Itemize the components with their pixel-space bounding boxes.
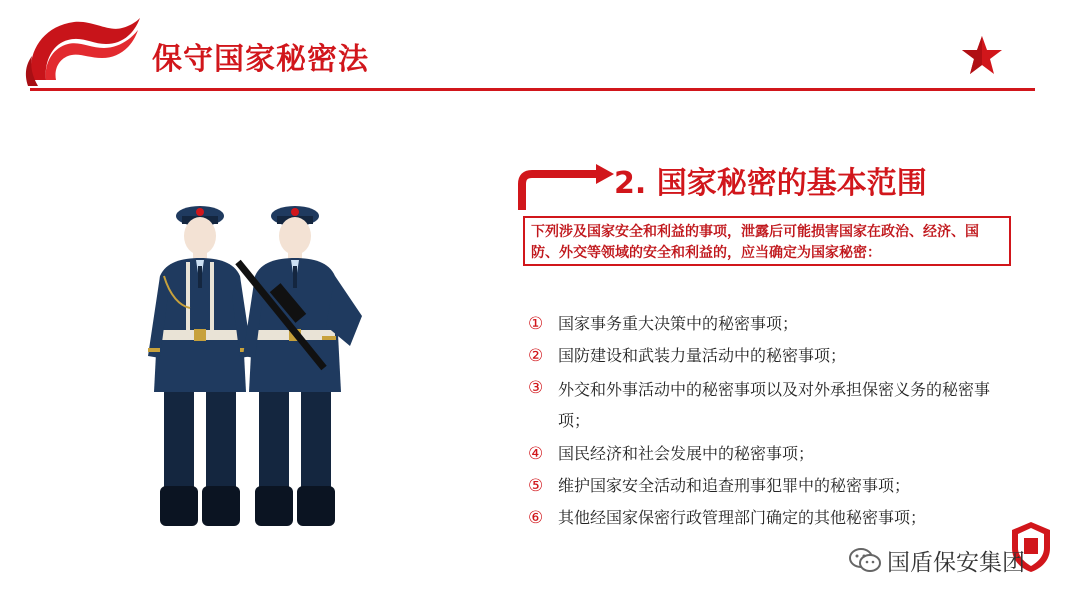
item-text: 国防建设和武装力量活动中的秘密事项； — [558, 346, 847, 365]
ribbon-icon — [22, 14, 142, 94]
soldier-right — [238, 206, 362, 526]
item-number: ① — [528, 314, 544, 334]
intro-text: 下列涉及国家安全和利益的事项，泄露后可能损害国家在政治、经济、国防、外交等领域的安全和利益的，应当确定为国家秘密： — [531, 224, 979, 261]
item-text: 国家事务重大决策中的秘密事项； — [558, 314, 799, 333]
list-item — [528, 342, 998, 370]
list-item — [528, 504, 998, 532]
item-text: 外交和外事活动中的秘密事项以及对外承担保密义务的秘密事项； — [558, 380, 991, 430]
list-item — [528, 440, 998, 468]
soldier-left — [148, 206, 252, 526]
item-number: ④ — [528, 444, 544, 464]
wechat-icon — [848, 547, 882, 573]
list-item — [528, 472, 998, 500]
item-text: 国民经济和社会发展中的秘密事项； — [558, 444, 815, 463]
header-divider — [30, 88, 1035, 91]
item-number: ② — [528, 346, 544, 366]
soldiers-illustration — [130, 196, 380, 536]
intro-box — [523, 216, 1011, 266]
section-title: 2. 国家秘密的基本范围 — [614, 166, 927, 201]
item-number: ⑤ — [528, 476, 544, 496]
item-number: ⑥ — [528, 508, 544, 528]
list-item — [528, 374, 998, 436]
brand-watermark: 国盾保安集团 — [887, 550, 1025, 576]
star-icon — [960, 34, 1004, 78]
item-text: 维护国家安全活动和追查刑事犯罪中的秘密事项； — [558, 476, 911, 495]
secret-items-list — [528, 310, 998, 536]
arrow-icon — [518, 164, 618, 214]
item-number: ③ — [528, 378, 544, 398]
list-item — [528, 310, 998, 338]
page-title: 保守国家秘密法 — [152, 42, 369, 77]
item-text: 其他经国家保密行政管理部门确定的其他秘密事项； — [558, 508, 927, 527]
